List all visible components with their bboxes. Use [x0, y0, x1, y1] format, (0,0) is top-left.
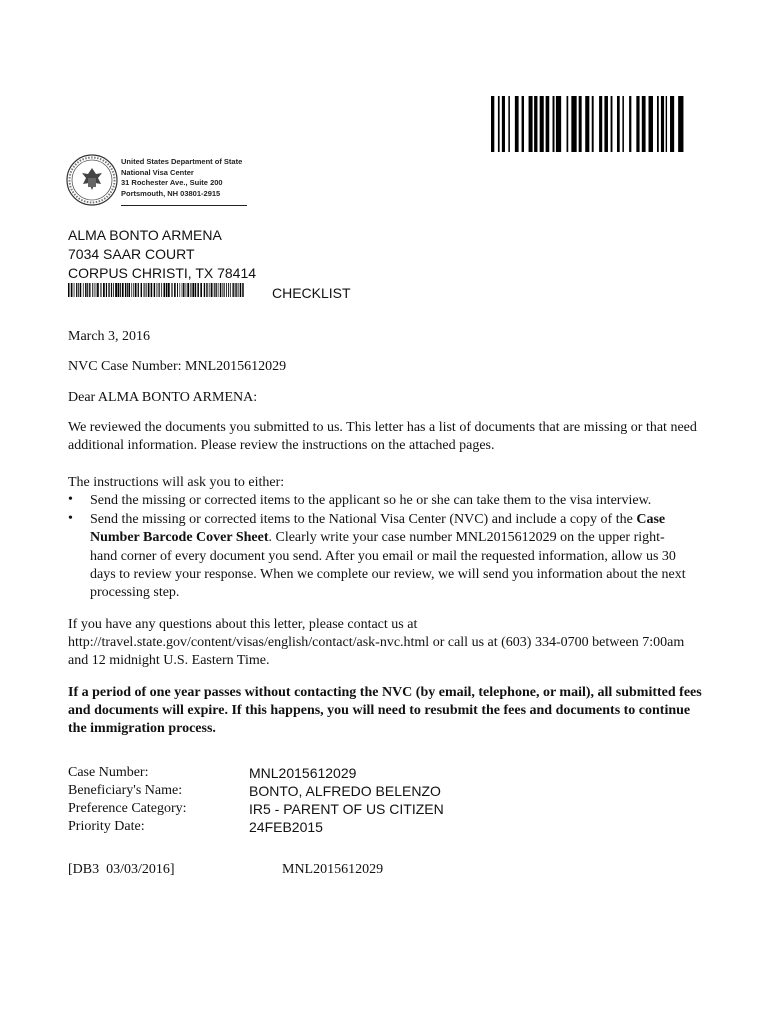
- barcode-bar: [138, 283, 139, 297]
- barcode-bar: [571, 96, 576, 152]
- barcode-bar: [192, 283, 194, 297]
- case-barcode: [491, 96, 685, 152]
- agency-address: [121, 157, 242, 199]
- barcode-bar: [113, 283, 114, 297]
- barcode-bar: [508, 96, 510, 152]
- bullet-icon: •: [68, 492, 73, 507]
- barcode-bar: [207, 283, 208, 297]
- barcode-bar: [666, 96, 667, 152]
- barcode-bar: [579, 96, 582, 152]
- barcode-bar: [78, 283, 79, 297]
- detail-value: MNL2015612029: [249, 765, 357, 781]
- barcode-bar: [642, 96, 646, 152]
- footer-case-number: MNL2015612029: [282, 862, 384, 877]
- barcode-bar: [87, 283, 88, 297]
- barcode-bar: [159, 283, 160, 297]
- detail-value: IR5 - PARENT OF US CITIZEN: [249, 801, 444, 817]
- barcode-bar: [242, 283, 243, 297]
- barcode-bar: [135, 283, 137, 297]
- barcode-bar: [206, 283, 207, 297]
- barcode-bar: [108, 283, 109, 297]
- barcode-bar: [211, 283, 213, 297]
- instructions-intro: The instructions will ask you to either:: [68, 475, 285, 490]
- barcode-bar: [491, 96, 494, 152]
- barcode-bar: [118, 283, 120, 297]
- barcode-bar: [146, 283, 147, 297]
- barcode-bar: [228, 283, 229, 297]
- barcode-bar: [187, 283, 189, 297]
- barcode-bar: [131, 283, 132, 297]
- barcode-bar: [195, 283, 196, 297]
- barcode-bar: [222, 283, 223, 297]
- barcode-bar: [657, 96, 659, 152]
- salutation: Dear ALMA BONTO ARMENA:: [68, 390, 258, 405]
- barcode-bar: [122, 283, 124, 297]
- barcode-bar: [599, 96, 602, 152]
- cover-sheet-name: Case Number Barcode Cover Sheet: [90, 512, 666, 546]
- barcode-bar: [240, 283, 241, 297]
- barcode-bar: [129, 283, 130, 297]
- detail-value: BONTO, ALFREDO BELENZO: [249, 783, 441, 799]
- agency-line: Portsmouth, NH 03801-2915: [121, 188, 221, 198]
- barcode-bar: [224, 283, 225, 297]
- barcode-bar: [106, 283, 107, 297]
- barcode-bar: [611, 96, 613, 152]
- barcode-bar: [94, 283, 95, 297]
- barcode-bar: [115, 283, 117, 297]
- barcode-bar: [515, 96, 519, 152]
- address-barcode: [68, 283, 244, 297]
- barcode-bar: [592, 96, 594, 152]
- barcode-bar: [92, 283, 93, 297]
- barcode-bar: [649, 96, 653, 152]
- recipient-address: [68, 226, 256, 283]
- bullet-nvc-post: . Clearly write your case number MNL2015612029 on the upper right-hand corner of every document you send. After you email or mail the requested information, allow us 30 days to review your response. When we complete our review, we will send you information about the next processing step.: [90, 530, 686, 601]
- barcode-bar: [182, 283, 183, 297]
- barcode-bar: [96, 283, 97, 297]
- agency-divider: [121, 205, 247, 206]
- barcode-bar: [216, 283, 217, 297]
- barcode-bar: [636, 96, 639, 152]
- barcode-bar: [100, 283, 101, 297]
- bullet-icon: •: [68, 511, 73, 526]
- barcode-bar: [171, 283, 172, 297]
- barcode-bar: [85, 283, 86, 297]
- barcode-bar: [236, 283, 237, 297]
- barcode-bar: [622, 96, 624, 152]
- barcode-bar: [670, 96, 674, 152]
- footer-code: [DB3 03/03/2016]: [68, 862, 175, 877]
- barcode-bar: [80, 283, 82, 297]
- barcode-bar: [76, 283, 77, 297]
- barcode-bar: [214, 283, 215, 297]
- barcode-bar: [103, 283, 105, 297]
- barcode-bar: [567, 96, 569, 152]
- intro-paragraph: We reviewed the documents you submitted to us. This letter has a list of documents that are missing or that need additional information. Please review the instructions on the attached pages.: [68, 420, 697, 453]
- barcode-bar: [74, 283, 75, 297]
- checklist-label: CHECKLIST: [272, 285, 351, 301]
- agency-line: National Visa Center: [121, 167, 194, 177]
- barcode-bar: [179, 283, 180, 297]
- barcode-bar: [144, 283, 145, 297]
- detail-label: Priority Date:: [68, 819, 145, 834]
- barcode-bar: [111, 283, 112, 297]
- case-number-line: NVC Case Number: MNL2015612029: [68, 359, 287, 374]
- recipient-street: 7034 SAAR COURT: [68, 246, 195, 262]
- barcode-bar: [163, 283, 165, 297]
- recipient-name: ALMA BONTO ARMENA: [68, 227, 222, 243]
- letter-date: March 3, 2016: [68, 329, 151, 344]
- barcode-bar: [218, 283, 219, 297]
- barcode-bar: [556, 96, 561, 152]
- barcode-bar: [177, 283, 178, 297]
- barcode-bar: [127, 283, 128, 297]
- barcode-bar: [166, 283, 167, 297]
- detail-value: 24FEB2015: [249, 819, 323, 835]
- barcode-bar: [238, 283, 239, 297]
- expiration-warning: If a period of one year passes without contacting the NVC (by email, telephone, or mail), all submitted fees and documents will expire. If this happens, you will need to resubmit the fees and documents to continue the immigration process.: [68, 685, 702, 736]
- barcode-bar: [553, 96, 555, 152]
- barcode-bar: [661, 96, 664, 152]
- department-seal-icon: [66, 154, 118, 206]
- barcode-bar: [186, 283, 187, 297]
- agency-line: United States Department of State: [121, 157, 243, 166]
- bullet-applicant: Send the missing or corrected items to the applicant so he or she can take them to the visa interview.: [90, 493, 652, 508]
- barcode-bar: [174, 283, 176, 297]
- bullet-nvc-pre: Send the missing or corrected items to the National Visa Center (NVC) and include a copy of the: [90, 512, 637, 527]
- barcode-bar: [125, 283, 126, 297]
- barcode-bar: [133, 283, 134, 297]
- barcode-bar: [89, 283, 90, 297]
- barcode-bar: [197, 283, 198, 297]
- barcode-bar: [498, 96, 500, 152]
- recipient-city: CORPUS CHRISTI, TX 78414: [68, 265, 257, 281]
- barcode-bar: [629, 96, 631, 152]
- barcode-bar: [83, 283, 84, 297]
- barcode-bar: [604, 96, 608, 152]
- barcode-bar: [540, 96, 544, 152]
- barcode-bar: [546, 96, 550, 152]
- barcode-bar: [678, 96, 683, 152]
- barcode-bar: [232, 283, 233, 297]
- barcode-bar: [154, 283, 155, 297]
- barcode-bar: [97, 283, 99, 297]
- barcode-bar: [204, 283, 205, 297]
- barcode-bar: [235, 283, 236, 297]
- barcode-bar: [141, 283, 142, 297]
- barcode-bar: [534, 96, 537, 152]
- barcode-bar: [585, 96, 589, 152]
- barcode-bar: [151, 283, 153, 297]
- barcode-bar: [209, 283, 210, 297]
- barcode-bar: [220, 283, 221, 297]
- agency-line: 31 Rochester Ave., Suite 200: [121, 178, 223, 187]
- detail-label: Preference Category:: [68, 801, 187, 816]
- contact-paragraph: If you have any questions about this letter, please contact us at http://travel.state.gov/content/visas/english/contact/ask-nvc.html or call us at (603) 334-0700 between 7:00am and 12 midnight U.S. Eastern Time.: [68, 617, 685, 668]
- barcode-bar: [617, 96, 620, 152]
- barcode-bar: [71, 283, 73, 297]
- barcode-bar: [190, 283, 191, 297]
- barcode-bar: [502, 96, 505, 152]
- barcode-bar: [148, 283, 150, 297]
- barcode-bar: [68, 283, 69, 297]
- bullet-nvc: [90, 511, 690, 602]
- barcode-bar: [157, 283, 158, 297]
- barcode-bar: [529, 96, 533, 152]
- barcode-bar: [522, 96, 524, 152]
- barcode-bar: [161, 283, 162, 297]
- barcode-bar: [226, 283, 227, 297]
- detail-label: Case Number:: [68, 765, 149, 780]
- barcode-bar: [168, 283, 170, 297]
- barcode-bar: [120, 283, 121, 297]
- barcode-bar: [230, 283, 231, 297]
- barcode-bar: [183, 283, 184, 297]
- barcode-bar: [200, 283, 202, 297]
- detail-label: Beneficiary's Name:: [68, 783, 183, 798]
